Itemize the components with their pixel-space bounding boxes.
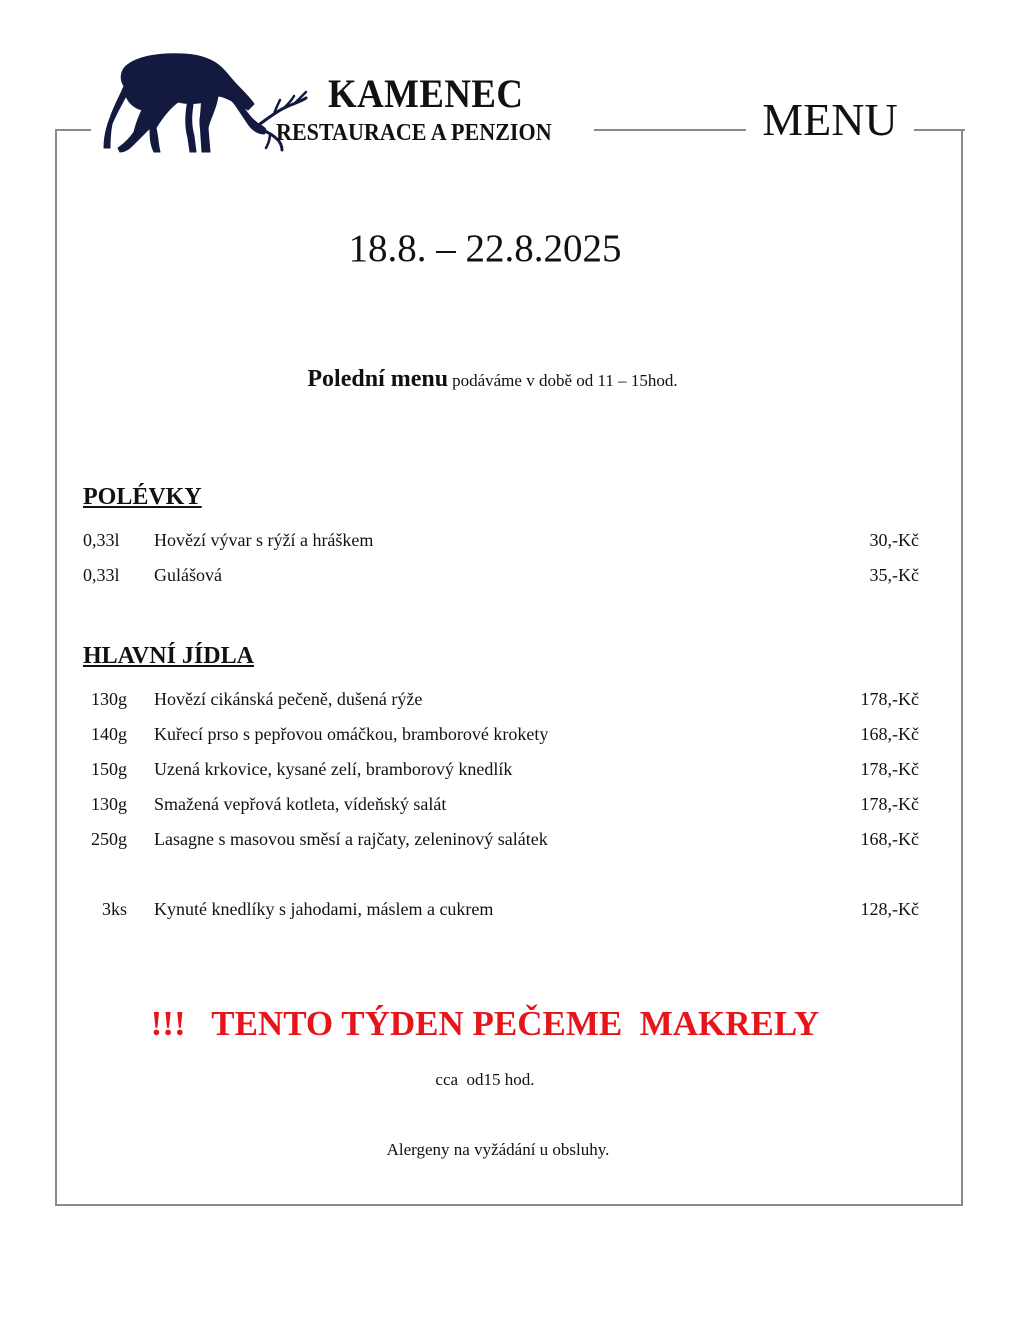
item-quantity: 0,33l xyxy=(83,565,120,585)
item-quantity: 140g xyxy=(91,724,127,744)
menu-row xyxy=(83,565,919,589)
menu-heading: MENU xyxy=(750,92,910,148)
item-price: 168,-Kč xyxy=(860,724,919,744)
menu-row xyxy=(83,829,919,853)
menu-row xyxy=(83,899,919,923)
weekly-promo: !!! TENTO TÝDEN PEČEME MAKRELY xyxy=(150,1004,820,1043)
item-name: Uzená krkovice, kysané zelí, bramborový knedlík xyxy=(154,759,513,779)
frame-top-line-middle xyxy=(594,129,746,131)
item-price: 168,-Kč xyxy=(860,829,919,849)
item-price: 178,-Kč xyxy=(860,794,919,814)
date-range: 18.8. – 22.8.2025 xyxy=(348,227,622,270)
menu-row xyxy=(83,794,919,818)
noon-menu-line xyxy=(0,366,985,393)
allergens-note: Alergeny na vyžádání u obsluhy. xyxy=(386,1140,610,1159)
frame-top-line-right xyxy=(914,129,965,131)
promo-time: cca od15 hod. xyxy=(435,1070,535,1089)
brand-name: KAMENEC xyxy=(328,71,524,116)
item-name: Kynuté knedlíky s jahodami, máslem a cukrem xyxy=(154,899,494,919)
mains-section-title: HLAVNÍ JÍDLA xyxy=(83,643,254,669)
item-price: 178,-Kč xyxy=(860,689,919,709)
item-quantity: 150g xyxy=(91,759,127,779)
item-quantity: 130g xyxy=(91,794,127,814)
restaurant-logo xyxy=(92,50,592,160)
noon-menu-title: Polední menu xyxy=(307,366,449,392)
item-name: Lasagne s masovou směsí a rajčaty, zeleninový salátek xyxy=(154,829,548,849)
soups-section-title: POLÉVKY xyxy=(83,484,202,510)
item-name: Hovězí vývar s rýží a hráškem xyxy=(154,530,374,550)
brand-subtitle: RESTAURACE A PENZION xyxy=(276,120,552,146)
item-name: Smažená vepřová kotleta, vídeňský salát xyxy=(154,794,447,814)
item-price: 128,-Kč xyxy=(860,899,919,919)
frame-top-line-left xyxy=(55,129,91,131)
menu-row xyxy=(83,689,919,713)
item-quantity: 250g xyxy=(91,829,127,849)
noon-menu-hours: podáváme v době od 11 – 15hod. xyxy=(452,371,678,390)
item-price: 35,-Kč xyxy=(869,565,919,585)
item-quantity: 3ks xyxy=(101,899,127,919)
item-name: Kuřecí prso s pepřovou omáčkou, bramborové krokety xyxy=(154,724,549,744)
menu-row xyxy=(83,759,919,783)
item-quantity: 0,33l xyxy=(83,530,120,550)
menu-row xyxy=(83,530,919,554)
menu-row xyxy=(83,724,919,748)
item-quantity: 130g xyxy=(91,689,127,709)
item-name: Gulášová xyxy=(154,565,222,585)
item-price: 30,-Kč xyxy=(869,530,919,550)
item-name: Hovězí cikánská pečeně, dušená rýže xyxy=(154,689,423,709)
item-price: 178,-Kč xyxy=(860,759,919,779)
